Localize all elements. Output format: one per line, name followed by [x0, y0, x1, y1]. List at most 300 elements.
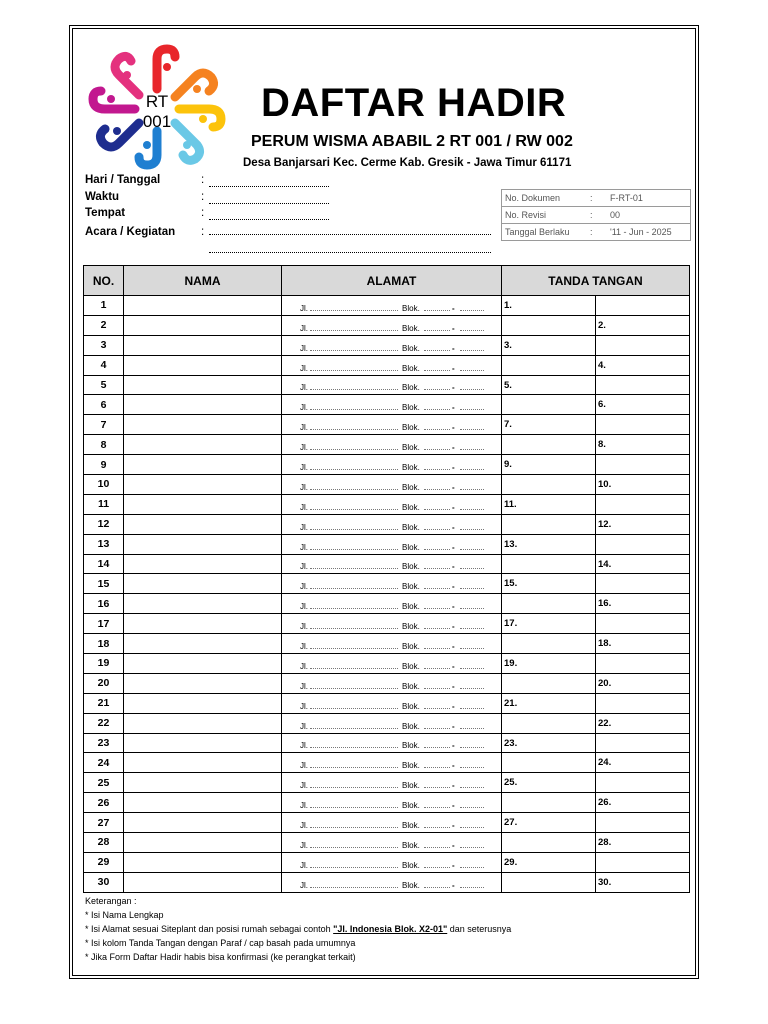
signature-number: 28.: [598, 836, 612, 848]
address-cell[interactable]: [282, 475, 502, 495]
row-number: 27: [84, 813, 124, 833]
table-row: [84, 872, 690, 892]
name-cell[interactable]: [124, 773, 282, 793]
address-jl: Jl.: [300, 343, 308, 353]
signature-cell-left[interactable]: [502, 296, 596, 316]
address-dash: -: [452, 522, 455, 532]
doc-value: '11 - Jun - 2025: [610, 227, 672, 237]
row-number: 11: [84, 494, 124, 514]
signature-cell-left: [502, 475, 596, 495]
signature-cell-right: [596, 415, 690, 435]
address-blok: Blok.: [402, 403, 420, 413]
name-cell[interactable]: [124, 713, 282, 733]
address-cell[interactable]: [282, 315, 502, 335]
address-dash: -: [452, 403, 455, 413]
address-dash: -: [452, 801, 455, 811]
signature-cell-right[interactable]: [596, 435, 690, 455]
note-2-example: "Jl. Indonesia Blok. X2-01": [333, 924, 448, 934]
signature-number: 17.: [504, 618, 518, 630]
address-blok: Blok.: [402, 880, 420, 890]
address-block-dots: [424, 668, 450, 669]
logo-text-001: 001: [142, 112, 172, 131]
row-number: 15: [84, 574, 124, 594]
address-cell[interactable]: [282, 753, 502, 773]
address-cell[interactable]: [282, 733, 502, 753]
address-cell[interactable]: [282, 793, 502, 813]
address-blok: Blok.: [402, 622, 420, 632]
signature-cell-left[interactable]: [502, 574, 596, 594]
page-subtitle: PERUM WISMA ABABIL 2 RT 001 / RW 002: [251, 133, 573, 150]
name-cell[interactable]: [124, 554, 282, 574]
address-number-dots: [460, 389, 484, 390]
address-cell[interactable]: [282, 594, 502, 614]
info-event-field[interactable]: [209, 234, 491, 235]
table-row: [84, 415, 690, 435]
table-row: [84, 773, 690, 793]
table-row: [84, 852, 690, 872]
address-street-dots: [310, 688, 398, 689]
row-number: 29: [84, 852, 124, 872]
attendance-table-wrap: [83, 265, 689, 893]
signature-cell-left[interactable]: [502, 693, 596, 713]
address-number-dots: [460, 787, 484, 788]
address-blok: Blok.: [402, 761, 420, 771]
address-cell[interactable]: [282, 773, 502, 793]
address-number-dots: [460, 568, 484, 569]
address-dash: -: [452, 482, 455, 492]
address-blok: Blok.: [402, 482, 420, 492]
address-dash: -: [452, 602, 455, 612]
signature-number: 2.: [598, 319, 606, 331]
name-cell[interactable]: [124, 693, 282, 713]
address-street-dots: [310, 529, 398, 530]
signature-cell-right[interactable]: [596, 872, 690, 892]
name-cell[interactable]: [124, 315, 282, 335]
address-number-dots: [460, 827, 484, 828]
table-row: [84, 733, 690, 753]
address-jl: Jl.: [300, 661, 308, 671]
address-dash: -: [452, 781, 455, 791]
name-cell[interactable]: [124, 634, 282, 654]
signature-number: 10.: [598, 478, 612, 490]
signature-cell-left[interactable]: [502, 654, 596, 674]
table-body: [84, 296, 690, 893]
signature-cell-left: [502, 673, 596, 693]
info-time-field[interactable]: [209, 203, 329, 204]
address-street-dots: [310, 549, 398, 550]
address-block-dots: [424, 429, 450, 430]
signature-number: 9.: [504, 459, 512, 471]
address-cell[interactable]: [282, 534, 502, 554]
address-number-dots: [460, 867, 484, 868]
signature-cell-right[interactable]: [596, 554, 690, 574]
name-cell[interactable]: [124, 435, 282, 455]
address-jl: Jl.: [300, 542, 308, 552]
address-number-dots: [460, 549, 484, 550]
signature-cell-left[interactable]: [502, 455, 596, 475]
rt-logo-icon: [87, 41, 227, 171]
address-street-dots: [310, 608, 398, 609]
address-cell[interactable]: [282, 554, 502, 574]
address-street-dots: [310, 568, 398, 569]
info-label: Tempat: [85, 207, 126, 219]
signature-number: 16.: [598, 598, 612, 610]
address-dash: -: [452, 622, 455, 632]
attendance-table: [83, 265, 690, 893]
signature-cell-right: [596, 574, 690, 594]
address-jl: Jl.: [300, 681, 308, 691]
row-number: 10: [84, 475, 124, 495]
address-block-dots: [424, 608, 450, 609]
address-blok: Blok.: [402, 303, 420, 313]
row-number: 25: [84, 773, 124, 793]
table-row: [84, 753, 690, 773]
address-cell[interactable]: [282, 693, 502, 713]
address-blok: Blok.: [402, 423, 420, 433]
signature-cell-left[interactable]: [502, 813, 596, 833]
table-row: [84, 693, 690, 713]
address-number-dots: [460, 887, 484, 888]
signature-number: 21.: [504, 697, 518, 709]
signature-cell-left: [502, 753, 596, 773]
signature-cell-left[interactable]: [502, 733, 596, 753]
address-cell[interactable]: [282, 335, 502, 355]
signature-cell-right[interactable]: [596, 514, 690, 534]
address-block-dots: [424, 648, 450, 649]
row-number: 7: [84, 415, 124, 435]
name-cell[interactable]: [124, 673, 282, 693]
address-number-dots: [460, 529, 484, 530]
signature-cell-right[interactable]: [596, 475, 690, 495]
signature-cell-right[interactable]: [596, 833, 690, 853]
address-number-dots: [460, 767, 484, 768]
address-jl: Jl.: [300, 781, 308, 791]
signature-cell-left: [502, 355, 596, 375]
address-dash: -: [452, 642, 455, 652]
address-number-dots: [460, 409, 484, 410]
address-block-dots: [424, 827, 450, 828]
address-cell[interactable]: [282, 296, 502, 316]
address-jl: Jl.: [300, 582, 308, 592]
address-dash: -: [452, 681, 455, 691]
signature-cell-left[interactable]: [502, 415, 596, 435]
address-street-dots: [310, 767, 398, 768]
address-dash: -: [452, 343, 455, 353]
name-cell[interactable]: [124, 335, 282, 355]
note-line-4: * Jika Form Daftar Hadir habis bisa konfirmasi (ke perangkat terkait): [85, 952, 356, 962]
address-blok: Blok.: [402, 661, 420, 671]
address-jl: Jl.: [300, 463, 308, 473]
name-cell[interactable]: [124, 296, 282, 316]
address-cell[interactable]: [282, 614, 502, 634]
signature-number: 12.: [598, 518, 612, 530]
address-cell[interactable]: [282, 375, 502, 395]
name-cell[interactable]: [124, 654, 282, 674]
address-street-dots: [310, 429, 398, 430]
signature-cell-right[interactable]: [596, 713, 690, 733]
address-number-dots: [460, 330, 484, 331]
signature-cell-left[interactable]: [502, 494, 596, 514]
address-cell[interactable]: [282, 634, 502, 654]
signature-cell-left[interactable]: [502, 534, 596, 554]
notes: [85, 894, 511, 964]
address-dash: -: [452, 880, 455, 890]
address-cell[interactable]: [282, 813, 502, 833]
signature-number: 29.: [504, 856, 518, 868]
logo-text-rt: RT: [145, 92, 169, 111]
address-block-dots: [424, 529, 450, 530]
address-dash: -: [452, 443, 455, 453]
address-cell[interactable]: [282, 713, 502, 733]
row-number: 3: [84, 335, 124, 355]
address-block-dots: [424, 787, 450, 788]
signature-cell-left[interactable]: [502, 852, 596, 872]
signature-cell-right[interactable]: [596, 793, 690, 813]
address-dash: -: [452, 323, 455, 333]
address-blok: Blok.: [402, 343, 420, 353]
address-block-dots: [424, 708, 450, 709]
address-dash: -: [452, 661, 455, 671]
row-number: 4: [84, 355, 124, 375]
signature-cell-right[interactable]: [596, 315, 690, 335]
address-cell[interactable]: [282, 395, 502, 415]
address-jl: Jl.: [300, 443, 308, 453]
address-blok: Blok.: [402, 443, 420, 453]
table-row: [84, 335, 690, 355]
signature-cell-right: [596, 375, 690, 395]
signature-number: 23.: [504, 737, 518, 749]
address-jl: Jl.: [300, 522, 308, 532]
address-street-dots: [310, 867, 398, 868]
signature-number: 26.: [598, 797, 612, 809]
signature-cell-right: [596, 614, 690, 634]
signature-number: 20.: [598, 677, 612, 689]
address-jl: Jl.: [300, 482, 308, 492]
signature-cell-left[interactable]: [502, 335, 596, 355]
name-cell[interactable]: [124, 614, 282, 634]
signature-cell-left: [502, 713, 596, 733]
info-place-field[interactable]: [209, 219, 329, 220]
signature-number: 30.: [598, 876, 612, 888]
table-row: [84, 614, 690, 634]
address-street-dots: [310, 509, 398, 510]
address-street-dots: [310, 489, 398, 490]
address-cell[interactable]: [282, 355, 502, 375]
signature-cell-right[interactable]: [596, 395, 690, 415]
name-cell[interactable]: [124, 793, 282, 813]
address-jl: Jl.: [300, 363, 308, 373]
info-colon: :: [201, 174, 205, 186]
signature-cell-right[interactable]: [596, 753, 690, 773]
signature-cell-right: [596, 852, 690, 872]
address-street-dots: [310, 330, 398, 331]
address-cell[interactable]: [282, 494, 502, 514]
address-number-dots: [460, 847, 484, 848]
address-jl: Jl.: [300, 323, 308, 333]
address-blok: Blok.: [402, 781, 420, 791]
address-block-dots: [424, 330, 450, 331]
address-blok: Blok.: [402, 801, 420, 811]
row-number: 14: [84, 554, 124, 574]
signature-cell-right[interactable]: [596, 355, 690, 375]
address-block-dots: [424, 350, 450, 351]
signature-cell-right: [596, 813, 690, 833]
address-blok: Blok.: [402, 522, 420, 532]
signature-cell-left: [502, 594, 596, 614]
name-cell[interactable]: [124, 395, 282, 415]
address-cell[interactable]: [282, 833, 502, 853]
address-cell[interactable]: [282, 673, 502, 693]
doc-value: 00: [610, 210, 621, 220]
address-number-dots: [460, 728, 484, 729]
name-cell[interactable]: [124, 833, 282, 853]
name-cell[interactable]: [124, 733, 282, 753]
address-blok: Blok.: [402, 860, 420, 870]
signature-number: 7.: [504, 419, 512, 431]
signature-cell-right[interactable]: [596, 594, 690, 614]
name-cell[interactable]: [124, 455, 282, 475]
table-row: [84, 355, 690, 375]
table-row: [84, 673, 690, 693]
name-cell[interactable]: [124, 852, 282, 872]
signature-number: 27.: [504, 817, 518, 829]
address-dash: -: [452, 542, 455, 552]
doc-row: [502, 190, 690, 207]
document-info-box: [501, 189, 691, 241]
name-cell[interactable]: [124, 375, 282, 395]
name-cell[interactable]: [124, 813, 282, 833]
address-blok: Blok.: [402, 463, 420, 473]
address-number-dots: [460, 628, 484, 629]
name-cell[interactable]: [124, 355, 282, 375]
address-number-dots: [460, 807, 484, 808]
address-dash: -: [452, 840, 455, 850]
address-jl: Jl.: [300, 821, 308, 831]
row-number: 30: [84, 872, 124, 892]
info-label: Waktu: [85, 191, 120, 203]
address-cell[interactable]: [282, 654, 502, 674]
address-cell[interactable]: [282, 872, 502, 892]
table-row: [84, 713, 690, 733]
address-street-dots: [310, 807, 398, 808]
table-header-row: [84, 266, 690, 296]
name-cell[interactable]: [124, 475, 282, 495]
address-dash: -: [452, 562, 455, 572]
info-event-field-2[interactable]: [209, 252, 491, 253]
address-number-dots: [460, 747, 484, 748]
address-number-dots: [460, 310, 484, 311]
row-number: 12: [84, 514, 124, 534]
row-number: 18: [84, 634, 124, 654]
signature-cell-left[interactable]: [502, 773, 596, 793]
table-row: [84, 594, 690, 614]
signature-cell-left: [502, 833, 596, 853]
address-cell[interactable]: [282, 574, 502, 594]
table-row: [84, 833, 690, 853]
address-block-dots: [424, 887, 450, 888]
name-cell[interactable]: [124, 494, 282, 514]
address-block-dots: [424, 588, 450, 589]
address-number-dots: [460, 688, 484, 689]
name-cell[interactable]: [124, 574, 282, 594]
address-number-dots: [460, 608, 484, 609]
address-block-dots: [424, 568, 450, 569]
address-block-dots: [424, 688, 450, 689]
page-title: DAFTAR HADIR: [261, 81, 567, 125]
row-number: 26: [84, 793, 124, 813]
address-jl: Jl.: [300, 801, 308, 811]
address-blok: Blok.: [402, 323, 420, 333]
address-jl: Jl.: [300, 701, 308, 711]
name-cell[interactable]: [124, 594, 282, 614]
row-number: 19: [84, 654, 124, 674]
address-dash: -: [452, 821, 455, 831]
header-tanda-tangan: TANDA TANGAN: [502, 266, 690, 296]
doc-label: Tanggal Berlaku: [505, 227, 570, 237]
address-jl: Jl.: [300, 741, 308, 751]
table-row: [84, 574, 690, 594]
address-blok: Blok.: [402, 821, 420, 831]
doc-row: [502, 224, 690, 241]
address-block-dots: [424, 767, 450, 768]
address-jl: Jl.: [300, 303, 308, 313]
address-number-dots: [460, 370, 484, 371]
signature-number: 6.: [598, 399, 606, 411]
address-jl: Jl.: [300, 403, 308, 413]
address-cell[interactable]: [282, 514, 502, 534]
name-cell[interactable]: [124, 872, 282, 892]
info-colon: :: [201, 191, 205, 203]
address-blok: Blok.: [402, 502, 420, 512]
address-number-dots: [460, 489, 484, 490]
info-date-field[interactable]: [209, 186, 329, 187]
signature-cell-right: [596, 455, 690, 475]
address-block-dots: [424, 370, 450, 371]
address-jl: Jl.: [300, 721, 308, 731]
row-number: 28: [84, 833, 124, 853]
signature-number: 22.: [598, 717, 612, 729]
doc-colon: :: [590, 227, 593, 237]
address-jl: Jl.: [300, 562, 308, 572]
address-street-dots: [310, 847, 398, 848]
signature-cell-left[interactable]: [502, 614, 596, 634]
address-cell[interactable]: [282, 852, 502, 872]
table-row: [84, 435, 690, 455]
name-cell[interactable]: [124, 415, 282, 435]
name-cell[interactable]: [124, 753, 282, 773]
name-cell[interactable]: [124, 514, 282, 534]
row-number: 16: [84, 594, 124, 614]
address-blok: Blok.: [402, 840, 420, 850]
info-colon: :: [201, 226, 205, 238]
address-blok: Blok.: [402, 383, 420, 393]
address-dash: -: [452, 303, 455, 313]
signature-cell-left[interactable]: [502, 375, 596, 395]
name-cell[interactable]: [124, 534, 282, 554]
address-cell[interactable]: [282, 455, 502, 475]
signature-cell-right[interactable]: [596, 673, 690, 693]
table-row: [84, 813, 690, 833]
address-cell[interactable]: [282, 435, 502, 455]
address-dash: -: [452, 363, 455, 373]
table-row: [84, 554, 690, 574]
address-cell[interactable]: [282, 415, 502, 435]
row-number: 2: [84, 315, 124, 335]
signature-cell-right[interactable]: [596, 634, 690, 654]
address-number-dots: [460, 449, 484, 450]
note-line-3: * Isi kolom Tanda Tangan dengan Paraf / cap basah pada umumnya: [85, 938, 356, 948]
header-nama: NAMA: [124, 266, 282, 296]
